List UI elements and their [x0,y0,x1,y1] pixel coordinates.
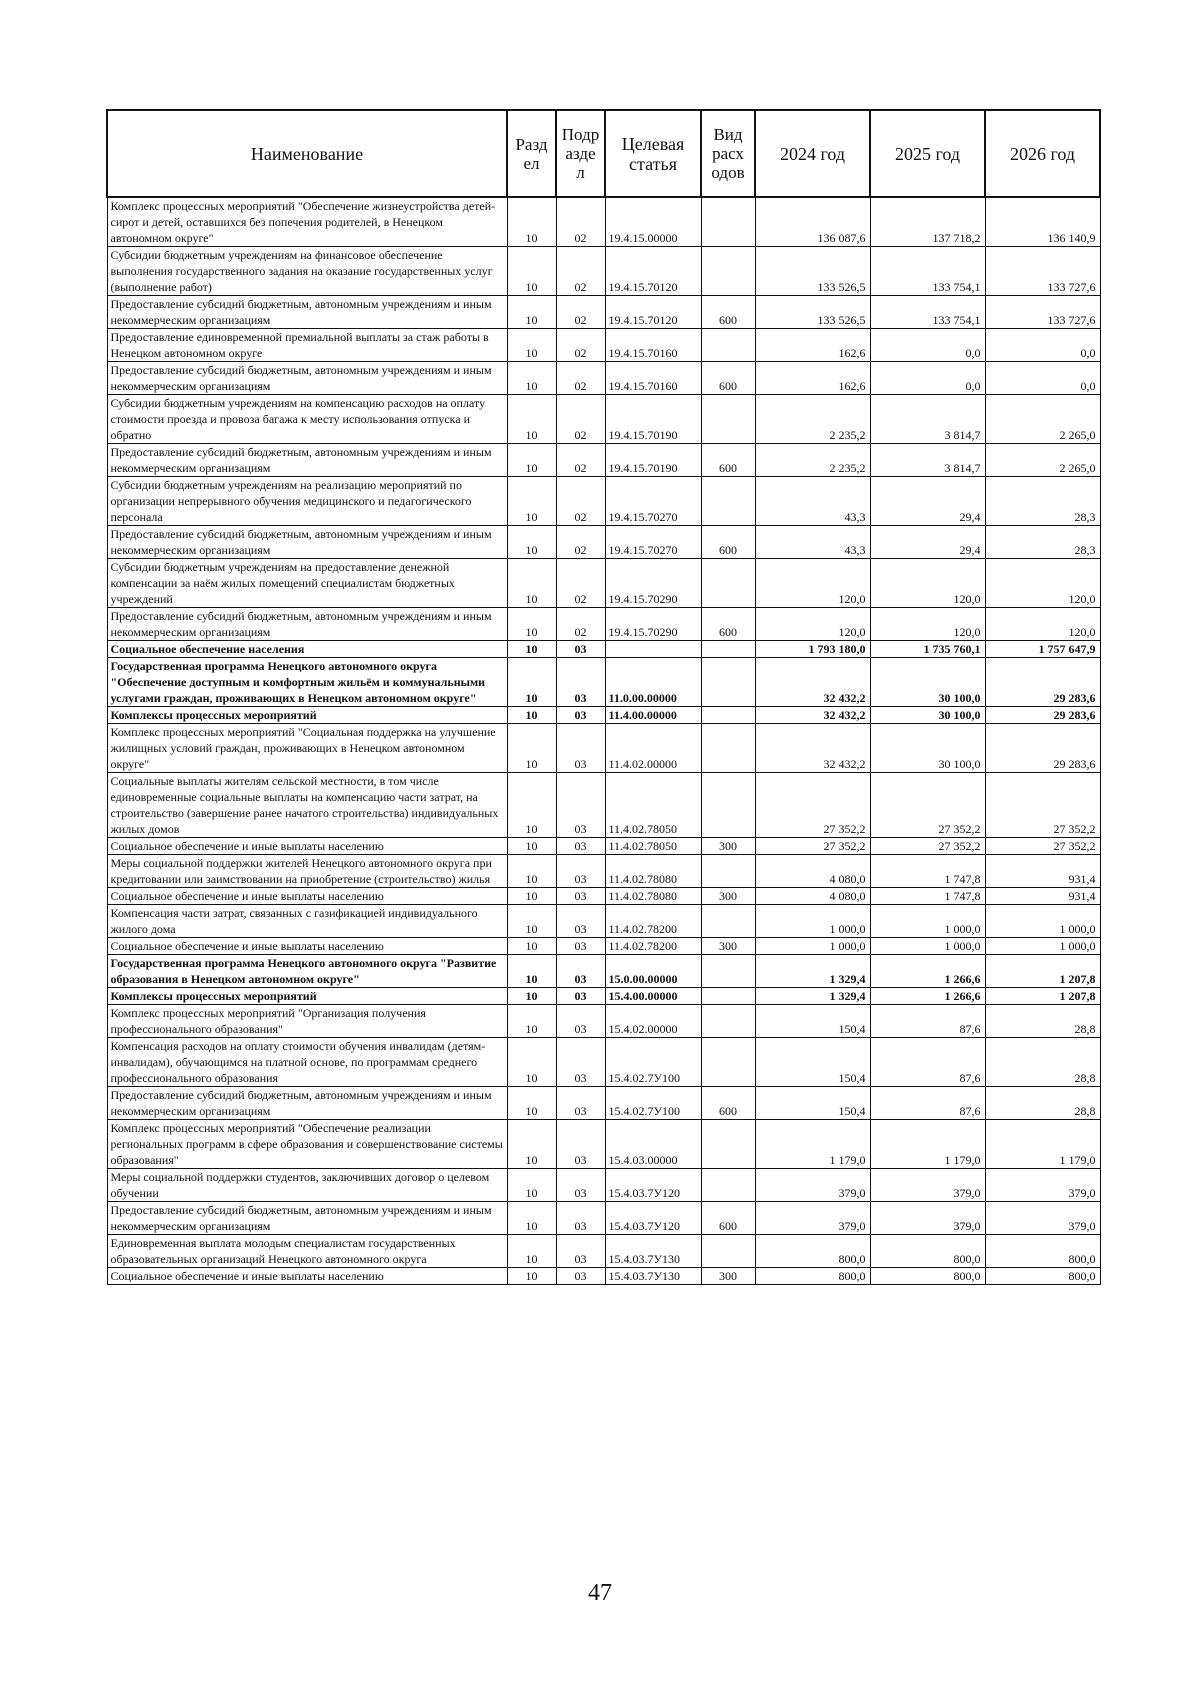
cell-year-2024: 1 000,0 [755,938,870,955]
cell-year-2026: 133 727,6 [985,247,1100,296]
table-row [107,444,1100,477]
cell-year-2026: 28,3 [985,526,1100,559]
cell-celevaya-statya: 19.4.15.70270 [605,526,701,559]
cell-year-2025: 27 352,2 [870,773,985,838]
header-year-2025: 2025 год [870,110,985,197]
cell-razdel: 10 [507,838,556,855]
cell-razdel: 10 [507,938,556,955]
cell-year-2025: 29,4 [870,526,985,559]
cell-year-2025: 27 352,2 [870,838,985,855]
cell-name: Меры социальной поддержки студентов, заключивших договор о целевом обучении [107,1169,507,1202]
cell-year-2026: 29 283,6 [985,707,1100,724]
table-row [107,395,1100,444]
cell-vid-rashodov [701,641,755,658]
cell-name: Меры социальной поддержки жителей Ненецкого автономного округа при кредитовании или заимствовании на приобретение (строительство) жилья [107,855,507,888]
cell-celevaya-statya: 11.4.00.00000 [605,707,701,724]
cell-name: Субсидии бюджетным учреждениям на компенсацию расходов на оплату стоимости проезда и провоза багажа к месту использования отпуска и обратно [107,395,507,444]
table-row [107,988,1100,1005]
cell-celevaya-statya: 11.4.02.78080 [605,855,701,888]
cell-year-2026: 0,0 [985,362,1100,395]
table-row [107,296,1100,329]
cell-year-2024: 150,4 [755,1005,870,1038]
table-row [107,855,1100,888]
header-year-2024: 2024 год [755,110,870,197]
cell-year-2025: 1 266,6 [870,955,985,988]
cell-vid-rashodov: 300 [701,888,755,905]
cell-celevaya-statya: 19.4.15.00000 [605,197,701,247]
cell-year-2026: 27 352,2 [985,773,1100,838]
cell-year-2026: 931,4 [985,855,1100,888]
cell-razdel: 10 [507,955,556,988]
cell-celevaya-statya [605,641,701,658]
cell-vid-rashodov [701,477,755,526]
table-row [107,247,1100,296]
cell-year-2024: 800,0 [755,1268,870,1285]
cell-celevaya-statya: 19.4.15.70190 [605,395,701,444]
cell-year-2024: 120,0 [755,559,870,608]
cell-razdel: 10 [507,658,556,707]
cell-podrazdel: 02 [556,362,605,395]
cell-name: Комплексы процессных мероприятий [107,707,507,724]
cell-celevaya-statya: 19.4.15.70160 [605,329,701,362]
cell-year-2024: 1 329,4 [755,988,870,1005]
cell-razdel: 10 [507,526,556,559]
cell-razdel: 10 [507,444,556,477]
cell-podrazdel: 03 [556,773,605,838]
cell-year-2024: 120,0 [755,608,870,641]
cell-year-2025: 120,0 [870,559,985,608]
table-row [107,955,1100,988]
cell-year-2025: 120,0 [870,608,985,641]
cell-name: Социальное обеспечение и иные выплаты населению [107,1268,507,1285]
cell-razdel: 10 [507,329,556,362]
cell-razdel: 10 [507,1169,556,1202]
cell-vid-rashodov [701,197,755,247]
cell-vid-rashodov [701,707,755,724]
cell-celevaya-statya: 15.0.00.00000 [605,955,701,988]
table-row [107,329,1100,362]
cell-year-2024: 133 526,5 [755,247,870,296]
cell-vid-rashodov [701,247,755,296]
cell-razdel: 10 [507,296,556,329]
cell-year-2026: 800,0 [985,1235,1100,1268]
cell-year-2025: 800,0 [870,1235,985,1268]
cell-vid-rashodov [701,855,755,888]
table-row [107,1038,1100,1087]
cell-vid-rashodov [701,1120,755,1169]
cell-celevaya-statya: 11.4.02.78050 [605,773,701,838]
cell-name: Предоставление субсидий бюджетным, автономным учреждениям и иным некоммерческим организациям [107,444,507,477]
cell-name: Компенсация расходов на оплату стоимости обучения инвалидам (детям-инвалидам), обучающимся на платной основе, по программам среднего профессионального образования [107,1038,507,1087]
cell-name: Социальное обеспечение населения [107,641,507,658]
cell-podrazdel: 02 [556,296,605,329]
cell-year-2024: 4 080,0 [755,888,870,905]
cell-year-2024: 162,6 [755,362,870,395]
cell-name: Комплекс процессных мероприятий "Организация получения профессионального образования" [107,1005,507,1038]
cell-name: Социальные выплаты жителям сельской местности, в том числе единовременные социальные выплаты на компенсацию части затрат, на строительство (завершение ранее начатого строительства) индивидуальных жилых домов [107,773,507,838]
cell-year-2025: 87,6 [870,1087,985,1120]
cell-year-2024: 43,3 [755,477,870,526]
cell-razdel: 10 [507,362,556,395]
cell-razdel: 10 [507,855,556,888]
cell-razdel: 10 [507,1087,556,1120]
cell-celevaya-statya: 19.4.15.70290 [605,608,701,641]
cell-vid-rashodov: 600 [701,362,755,395]
cell-year-2026: 28,3 [985,477,1100,526]
cell-podrazdel: 03 [556,988,605,1005]
cell-name: Субсидии бюджетным учреждениям на реализацию мероприятий по организации непрерывного обучения медицинского и педагогического персонала [107,477,507,526]
cell-celevaya-statya: 15.4.02.7У100 [605,1087,701,1120]
document-page [106,109,1099,1285]
cell-year-2024: 43,3 [755,526,870,559]
cell-year-2025: 1 747,8 [870,855,985,888]
cell-celevaya-statya: 11.4.02.78200 [605,938,701,955]
cell-podrazdel: 03 [556,955,605,988]
cell-year-2025: 1 000,0 [870,938,985,955]
cell-podrazdel: 03 [556,888,605,905]
cell-year-2024: 1 793 180,0 [755,641,870,658]
header-razdel: Разд ел [507,110,556,197]
cell-celevaya-statya: 19.4.15.70290 [605,559,701,608]
cell-podrazdel: 03 [556,707,605,724]
cell-vid-rashodov [701,559,755,608]
cell-celevaya-statya: 11.0.00.00000 [605,658,701,707]
cell-year-2025: 87,6 [870,1038,985,1087]
cell-year-2026: 29 283,6 [985,724,1100,773]
cell-year-2026: 1 000,0 [985,905,1100,938]
cell-year-2024: 32 432,2 [755,724,870,773]
table-row [107,559,1100,608]
cell-celevaya-statya: 15.4.03.7У130 [605,1268,701,1285]
cell-vid-rashodov: 600 [701,608,755,641]
cell-podrazdel: 02 [556,477,605,526]
cell-name: Субсидии бюджетным учреждениям на финансовое обеспечение выполнения государственного задания на оказание государственных услуг (выполнение работ) [107,247,507,296]
cell-vid-rashodov [701,773,755,838]
cell-year-2025: 3 814,7 [870,444,985,477]
cell-year-2025: 3 814,7 [870,395,985,444]
cell-celevaya-statya: 11.4.02.00000 [605,724,701,773]
cell-year-2024: 150,4 [755,1087,870,1120]
cell-razdel: 10 [507,724,556,773]
cell-year-2025: 800,0 [870,1268,985,1285]
cell-year-2025: 379,0 [870,1169,985,1202]
cell-year-2025: 0,0 [870,329,985,362]
table-row [107,905,1100,938]
cell-year-2026: 133 727,6 [985,296,1100,329]
cell-vid-rashodov [701,1005,755,1038]
cell-celevaya-statya: 15.4.02.7У100 [605,1038,701,1087]
cell-podrazdel: 03 [556,855,605,888]
budget-table [106,109,1101,1285]
table-row [107,1235,1100,1268]
cell-name: Государственная программа Ненецкого автономного округа "Развитие образования в Ненецком автономном округе" [107,955,507,988]
cell-name: Комплекс процессных мероприятий "Обеспечение реализации региональных программ в сфере образования и совершенствование системы образования" [107,1120,507,1169]
cell-celevaya-statya: 19.4.15.70120 [605,247,701,296]
cell-razdel: 10 [507,477,556,526]
cell-celevaya-statya: 19.4.15.70270 [605,477,701,526]
cell-razdel: 10 [507,905,556,938]
cell-celevaya-statya: 19.4.15.70120 [605,296,701,329]
header-celevaya-statya: Целевая статья [605,110,701,197]
cell-year-2026: 28,8 [985,1005,1100,1038]
cell-year-2026: 29 283,6 [985,658,1100,707]
cell-vid-rashodov [701,1038,755,1087]
cell-podrazdel: 02 [556,444,605,477]
cell-vid-rashodov [701,905,755,938]
table-row [107,888,1100,905]
cell-year-2026: 136 140,9 [985,197,1100,247]
cell-year-2024: 27 352,2 [755,773,870,838]
cell-celevaya-statya: 11.4.02.78080 [605,888,701,905]
table-row [107,197,1100,247]
cell-year-2024: 1 329,4 [755,955,870,988]
cell-year-2026: 1 179,0 [985,1120,1100,1169]
page-number: 47 [588,1580,612,1606]
cell-razdel: 10 [507,197,556,247]
cell-vid-rashodov: 600 [701,444,755,477]
cell-celevaya-statya: 15.4.02.00000 [605,1005,701,1038]
table-row [107,658,1100,707]
cell-celevaya-statya: 11.4.02.78200 [605,905,701,938]
cell-name: Предоставление субсидий бюджетным, автономным учреждениям и иным некоммерческим организациям [107,526,507,559]
header-name: Наименование [107,110,507,197]
table-row [107,1087,1100,1120]
cell-razdel: 10 [507,247,556,296]
cell-vid-rashodov: 600 [701,1087,755,1120]
cell-year-2025: 133 754,1 [870,296,985,329]
cell-name: Комплекс процессных мероприятий "Обеспечение жизнеустройства детей-сирот и детей, оставшихся без попечения родителей, в Ненецком автономном округе" [107,197,507,247]
table-body [107,197,1100,1285]
cell-vid-rashodov [701,1169,755,1202]
cell-name: Государственная программа Ненецкого автономного округа "Обеспечение доступным и комфортным жильём и коммунальными услугами граждан, проживающих в Ненецком автономном округе" [107,658,507,707]
cell-razdel: 10 [507,888,556,905]
cell-year-2025: 1 000,0 [870,905,985,938]
cell-celevaya-statya: 19.4.15.70190 [605,444,701,477]
cell-year-2024: 1 000,0 [755,905,870,938]
cell-year-2026: 931,4 [985,888,1100,905]
cell-name: Социальное обеспечение и иные выплаты населению [107,938,507,955]
cell-year-2026: 27 352,2 [985,838,1100,855]
cell-vid-rashodov [701,658,755,707]
cell-year-2024: 379,0 [755,1169,870,1202]
cell-podrazdel: 03 [556,1169,605,1202]
cell-year-2026: 120,0 [985,608,1100,641]
table-row [107,477,1100,526]
table-row [107,526,1100,559]
cell-razdel: 10 [507,1120,556,1169]
cell-podrazdel: 02 [556,395,605,444]
cell-year-2024: 150,4 [755,1038,870,1087]
cell-year-2026: 379,0 [985,1202,1100,1235]
cell-vid-rashodov [701,329,755,362]
cell-year-2024: 27 352,2 [755,838,870,855]
table-row [107,1005,1100,1038]
cell-vid-rashodov [701,724,755,773]
table-row [107,1120,1100,1169]
cell-name: Предоставление единовременной премиальной выплаты за стаж работы в Ненецком автономном округе [107,329,507,362]
table-row [107,608,1100,641]
table-header-row [107,110,1100,197]
cell-podrazdel: 03 [556,641,605,658]
cell-vid-rashodov [701,1235,755,1268]
cell-year-2024: 32 432,2 [755,707,870,724]
cell-year-2026: 379,0 [985,1169,1100,1202]
cell-year-2025: 137 718,2 [870,197,985,247]
cell-year-2024: 800,0 [755,1235,870,1268]
cell-razdel: 10 [507,395,556,444]
cell-year-2026: 0,0 [985,329,1100,362]
cell-year-2026: 28,8 [985,1038,1100,1087]
cell-year-2024: 32 432,2 [755,658,870,707]
cell-razdel: 10 [507,1005,556,1038]
cell-year-2026: 120,0 [985,559,1100,608]
cell-vid-rashodov: 600 [701,1202,755,1235]
cell-podrazdel: 03 [556,1038,605,1087]
cell-year-2024: 133 526,5 [755,296,870,329]
cell-name: Предоставление субсидий бюджетным, автономным учреждениям и иным некоммерческим организациям [107,1087,507,1120]
table-row [107,938,1100,955]
cell-year-2026: 1 757 647,9 [985,641,1100,658]
cell-vid-rashodov: 600 [701,526,755,559]
cell-celevaya-statya: 15.4.03.00000 [605,1120,701,1169]
cell-podrazdel: 02 [556,247,605,296]
cell-year-2024: 162,6 [755,329,870,362]
cell-name: Предоставление субсидий бюджетным, автономным учреждениям и иным некоммерческим организациям [107,1202,507,1235]
cell-name: Субсидии бюджетным учреждениям на предоставление денежной компенсации за наём жилых помещений специалистам бюджетных учреждений [107,559,507,608]
cell-vid-rashodov [701,955,755,988]
table-row [107,1202,1100,1235]
cell-podrazdel: 03 [556,1235,605,1268]
cell-year-2024: 4 080,0 [755,855,870,888]
cell-year-2025: 1 747,8 [870,888,985,905]
table-row [107,773,1100,838]
cell-celevaya-statya: 15.4.03.7У120 [605,1169,701,1202]
cell-vid-rashodov: 300 [701,838,755,855]
header-podrazdel: Подр азде л [556,110,605,197]
cell-podrazdel: 03 [556,1202,605,1235]
cell-year-2026: 2 265,0 [985,395,1100,444]
cell-vid-rashodov: 600 [701,296,755,329]
cell-year-2025: 1 179,0 [870,1120,985,1169]
cell-year-2024: 2 235,2 [755,395,870,444]
cell-razdel: 10 [507,1235,556,1268]
cell-celevaya-statya: 15.4.03.7У130 [605,1235,701,1268]
cell-name: Компенсация части затрат, связанных с газификацией индивидуального жилого дома [107,905,507,938]
cell-celevaya-statya: 15.4.03.7У120 [605,1202,701,1235]
cell-year-2026: 800,0 [985,1268,1100,1285]
cell-vid-rashodov: 300 [701,938,755,955]
cell-year-2026: 1 207,8 [985,988,1100,1005]
cell-celevaya-statya: 19.4.15.70160 [605,362,701,395]
cell-podrazdel: 03 [556,1087,605,1120]
cell-podrazdel: 03 [556,1005,605,1038]
cell-razdel: 10 [507,773,556,838]
cell-razdel: 10 [507,1202,556,1235]
cell-year-2025: 30 100,0 [870,658,985,707]
cell-name: Предоставление субсидий бюджетным, автономным учреждениям и иным некоммерческим организациям [107,362,507,395]
cell-year-2024: 2 235,2 [755,444,870,477]
cell-podrazdel: 02 [556,559,605,608]
cell-year-2025: 30 100,0 [870,707,985,724]
cell-podrazdel: 03 [556,1120,605,1169]
cell-year-2025: 87,6 [870,1005,985,1038]
cell-year-2026: 1 207,8 [985,955,1100,988]
cell-year-2026: 1 000,0 [985,938,1100,955]
cell-podrazdel: 02 [556,526,605,559]
cell-podrazdel: 03 [556,658,605,707]
cell-razdel: 10 [507,641,556,658]
table-row [107,1268,1100,1285]
cell-podrazdel: 03 [556,905,605,938]
cell-vid-rashodov [701,395,755,444]
cell-razdel: 10 [507,1268,556,1285]
cell-razdel: 10 [507,559,556,608]
cell-podrazdel: 02 [556,197,605,247]
table-row [107,1169,1100,1202]
cell-name: Социальное обеспечение и иные выплаты населению [107,888,507,905]
cell-name: Социальное обеспечение и иные выплаты населению [107,838,507,855]
cell-razdel: 10 [507,988,556,1005]
table-row [107,838,1100,855]
cell-razdel: 10 [507,608,556,641]
cell-year-2026: 28,8 [985,1087,1100,1120]
cell-razdel: 10 [507,1038,556,1087]
table-row [107,724,1100,773]
cell-name: Предоставление субсидий бюджетным, автономным учреждениям и иным некоммерческим организациям [107,608,507,641]
cell-year-2025: 379,0 [870,1202,985,1235]
cell-year-2025: 0,0 [870,362,985,395]
cell-podrazdel: 03 [556,1268,605,1285]
table-row [107,641,1100,658]
cell-podrazdel: 03 [556,938,605,955]
cell-year-2025: 1 735 760,1 [870,641,985,658]
cell-celevaya-statya: 11.4.02.78050 [605,838,701,855]
cell-year-2025: 29,4 [870,477,985,526]
cell-year-2025: 1 266,6 [870,988,985,1005]
cell-podrazdel: 03 [556,838,605,855]
cell-podrazdel: 03 [556,724,605,773]
cell-year-2024: 379,0 [755,1202,870,1235]
cell-year-2025: 133 754,1 [870,247,985,296]
cell-podrazdel: 02 [556,329,605,362]
cell-year-2024: 136 087,6 [755,197,870,247]
cell-razdel: 10 [507,707,556,724]
cell-celevaya-statya: 15.4.00.00000 [605,988,701,1005]
cell-podrazdel: 02 [556,608,605,641]
cell-year-2024: 1 179,0 [755,1120,870,1169]
cell-name: Единовременная выплата молодым специалистам государственных образовательных организаций Ненецкого автономного округа [107,1235,507,1268]
cell-name: Комплексы процессных мероприятий [107,988,507,1005]
cell-name: Комплекс процессных мероприятий "Социальная поддержка на улучшение жилищных условий граждан, проживающих в Ненецком автономном округе" [107,724,507,773]
header-year-2026: 2026 год [985,110,1100,197]
cell-vid-rashodov [701,988,755,1005]
header-vid-rashodov: Вид расх одов [701,110,755,197]
table-row [107,707,1100,724]
cell-name: Предоставление субсидий бюджетным, автономным учреждениям и иным некоммерческим организациям [107,296,507,329]
cell-vid-rashodov: 300 [701,1268,755,1285]
cell-year-2026: 2 265,0 [985,444,1100,477]
table-row [107,362,1100,395]
cell-year-2025: 30 100,0 [870,724,985,773]
